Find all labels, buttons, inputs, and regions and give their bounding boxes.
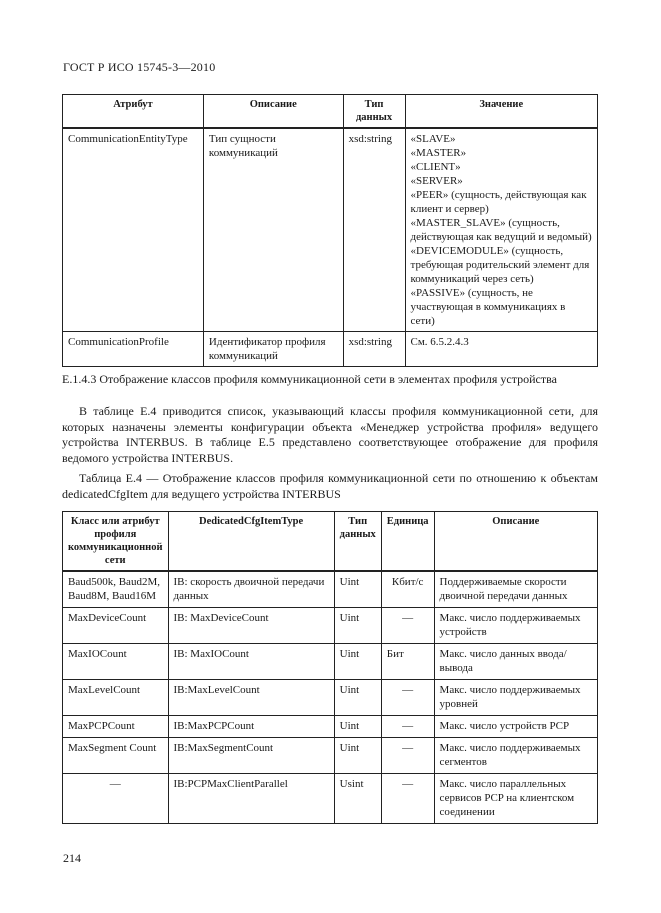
value-cell: См. 6.5.2.4.3	[405, 332, 598, 367]
item-cell: IB:MaxLevelCount	[168, 679, 334, 715]
attribute-cell: CommunicationProfile	[63, 332, 204, 367]
column-header: Атрибут	[63, 95, 204, 129]
class-cell: MaxDeviceCount	[63, 607, 169, 643]
item-cell: IB: скорость двоичной передачи данных	[168, 571, 334, 607]
unit-cell: —	[381, 679, 434, 715]
type-cell: Uint	[334, 715, 381, 737]
table-row	[63, 737, 598, 773]
unit-cell: Бит	[381, 643, 434, 679]
item-cell: IB: MaxDeviceCount	[168, 607, 334, 643]
unit-cell: Кбит/с	[381, 571, 434, 607]
description-cell: Идентификатор профиля коммуникаций	[203, 332, 343, 367]
description-cell: Макс. число поддерживаемых сегментов	[434, 737, 597, 773]
unit-cell: —	[381, 607, 434, 643]
type-cell: Uint	[334, 737, 381, 773]
item-cell: IB:MaxSegmentCount	[168, 737, 334, 773]
value-item: «CLIENT»	[410, 161, 461, 173]
type-cell: Uint	[334, 643, 381, 679]
unit-cell: —	[381, 773, 434, 823]
column-header: DedicatedCfgItemType	[168, 512, 334, 572]
value-cell	[405, 128, 598, 332]
column-header: Тип данных	[343, 95, 405, 129]
column-header: Значение	[405, 95, 598, 129]
table-row	[63, 128, 598, 332]
description-cell: Макс. число поддерживаемых уровней	[434, 679, 597, 715]
value-item: «PEER» (сущность, действующая как клиент и сервер)	[410, 189, 587, 215]
type-cell: Usint	[334, 773, 381, 823]
class-cell: MaxSegment Count	[63, 737, 169, 773]
item-cell: IB: MaxIOCount	[168, 643, 334, 679]
class-cell: MaxLevelCount	[63, 679, 169, 715]
column-header: Класс или атрибут профиля коммуникационной сети	[63, 512, 169, 572]
item-cell: IB:MaxPCPCount	[168, 715, 334, 737]
body-paragraph: В таблице Е.4 приводится список, указывающий классы профиля коммуникационной сети, для которых назначены элементы конфигурации объекта «Менеджер устройства профиля» ведущего устройства INTERBUS. В таблице Е.5 представлено соответствующее отображение для профиля ведомого устройства INTERBUS.	[62, 404, 598, 465]
description-cell: Макс. число параллельных сервисов PCP на клиентском соединении	[434, 773, 597, 823]
table-row	[63, 571, 598, 607]
value-item: «MASTER»	[410, 147, 467, 159]
value-item: «SERVER»	[410, 175, 463, 187]
table-row	[63, 773, 598, 823]
table-row	[63, 679, 598, 715]
table-header-row	[63, 95, 598, 129]
section-heading: Е.1.4.3 Отображение классов профиля коммуникационной сети в элементах профиля устройства	[62, 372, 557, 386]
value-item: «DEVICEMODULE» (сущность, требующая родительский элемент для коммуникаций через сеть)	[410, 245, 590, 285]
description-cell: Поддерживаемые скорости двоичной передачи данных	[434, 571, 597, 607]
column-header: Описание	[203, 95, 343, 129]
unit-cell: —	[381, 715, 434, 737]
class-cell: MaxPCPCount	[63, 715, 169, 737]
table-row	[63, 332, 598, 367]
page-number: 214	[63, 851, 81, 865]
class-cell: Baud500k, Baud2M, Baud8M, Baud16M	[63, 571, 169, 607]
column-header: Единица	[381, 512, 434, 572]
column-header: Тип данных	[334, 512, 381, 572]
table-row	[63, 715, 598, 737]
type-cell: Uint	[334, 571, 381, 607]
attribute-table	[62, 94, 598, 367]
value-item: «SLAVE»	[410, 133, 456, 145]
type-cell: xsd:string	[343, 128, 405, 332]
description-cell: Макс. число данных ввода/вывода	[434, 643, 597, 679]
type-cell: Uint	[334, 607, 381, 643]
table-row	[63, 643, 598, 679]
item-cell: IB:PCPMaxClientParallel	[168, 773, 334, 823]
class-cell: MaxIOCount	[63, 643, 169, 679]
table-row	[63, 607, 598, 643]
class-cell: —	[63, 773, 169, 823]
type-cell: xsd:string	[343, 332, 405, 367]
mapping-table	[62, 511, 598, 824]
unit-cell: —	[381, 737, 434, 773]
column-header: Описание	[434, 512, 597, 572]
attribute-cell: CommunicationEntityType	[63, 128, 204, 332]
type-cell: Uint	[334, 679, 381, 715]
value-item: «MASTER_SLAVE» (сущность, действующая как ведущий и ведомый)	[410, 217, 592, 243]
description-cell: Макс. число устройств PCP	[434, 715, 597, 737]
description-cell: Тип сущности коммуникаций	[203, 128, 343, 332]
table-header-row	[63, 512, 598, 572]
description-cell: Макс. число поддерживаемых устройств	[434, 607, 597, 643]
table-caption: Таблица Е.4 — Отображение классов профиля коммуникационной сети по отношению к объектам dedicatedCfgItem для ведущего устройства INTERBUS	[62, 471, 598, 501]
value-item: «PASSIVE» (сущность, не участвующая в коммуникациях в сети)	[410, 287, 566, 327]
page-header-standard: ГОСТ Р ИСО 15745-3—2010	[63, 60, 216, 74]
